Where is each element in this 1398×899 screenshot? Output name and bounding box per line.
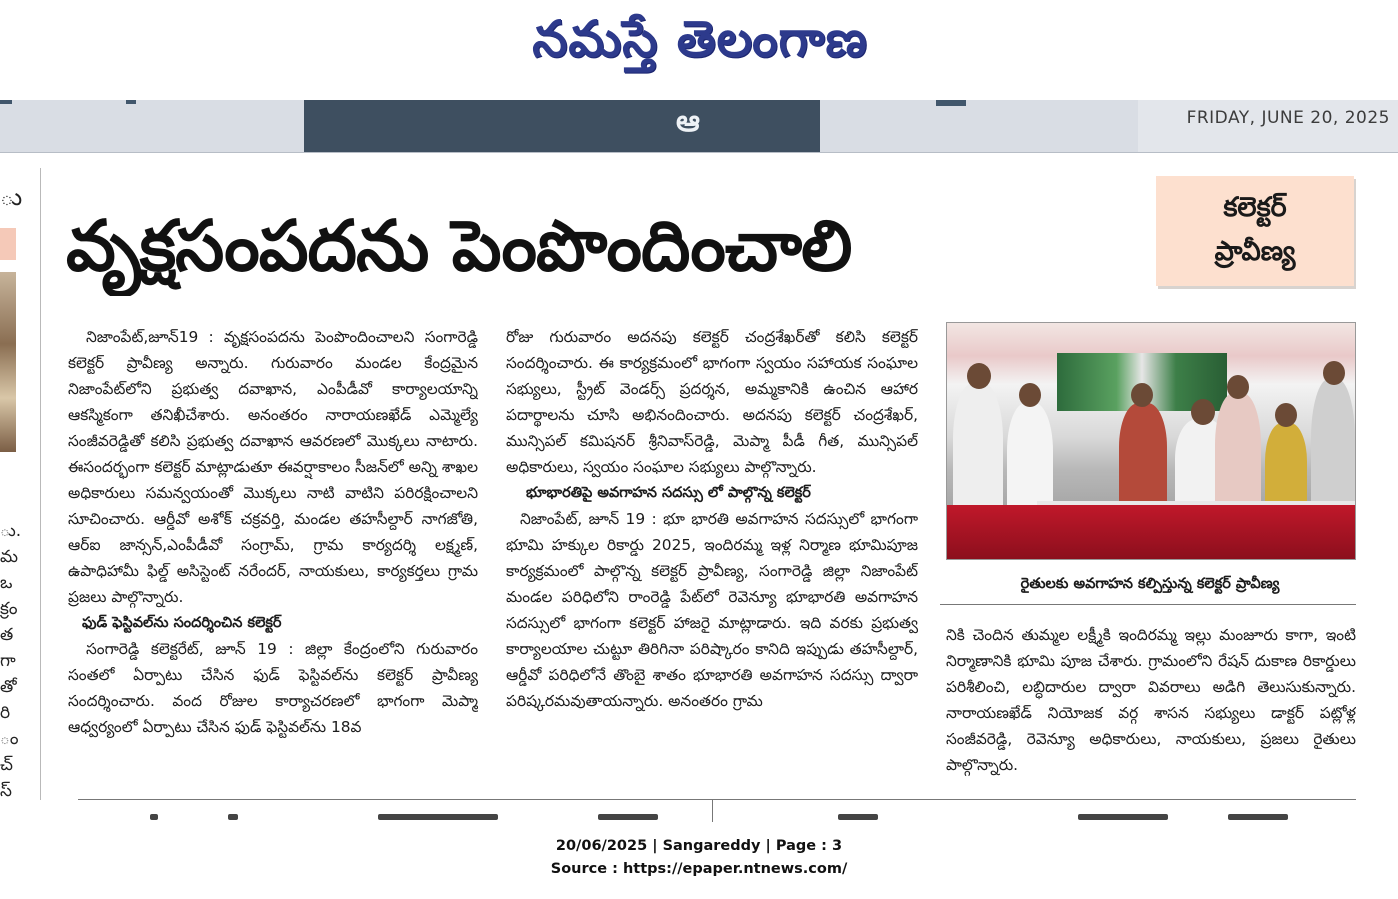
section-divider [78, 799, 1356, 800]
tag-line-2: ప్రావీణ్య [1214, 236, 1296, 267]
fragment-text: త [0, 625, 14, 645]
article-column-3 [946, 622, 1356, 792]
photo-figure [953, 383, 1003, 523]
strip-glyph: ఆ [676, 104, 700, 139]
fragment-text: తో [0, 677, 17, 697]
article-column-2 [506, 324, 918, 794]
strip-banner [304, 100, 820, 152]
strip-mark [0, 100, 12, 104]
strip-mark [126, 100, 136, 104]
fragment-text: మ [0, 547, 18, 567]
fragment-text: ం [0, 729, 19, 749]
paragraph: నిజాంపేట్,జూన్19 : వృక్షసంపదను పెంపొందించాలని సంగారెడ్డి కలెక్టర్ ప్రావీణ్య అన్నారు. గురువారం మండల కేంద్రమైన నిజాంపేట్‌లోని ప్రభుత్వ దవాఖాన, ఎంపీడీవో కార్యాలయాన్ని ఆకస్మికంగా తనిఖీచేశారు. అనంతరం నారాయణఖేడ్ ఎమ్మెల్యే సంజీవరెడ్డితో కలిసి ప్రభుత్వ దవాఖాన ఆవరణలో మొక్కలు నాటారు. ఈసందర్భంగా కలెక్టర్ మాట్లాడుతూ ఈవర్షాకాలం సీజన్‌లో అన్ని శాఖల అధికారులు సమన్వయంతో మొక్కలు నాటి వాటిని పరిరక్షించాలని సూచించారు. ఆర్డీవో అశోక్ చక్రవర్తి, మండల తహసీల్దార్ నాగజోతి, ఆర్ఐ జాన్సన్,ఎంపీడీవో సంగ్రామ్, గ్రామ కార్యదర్శి లక్ష్మణ్, ఉపాధిహామీ ఫిల్డ్ అసిస్టెంట్ నరేందర్, నాయకులు, కార్యకర్తలు గ్రామ ప్రజలు పాల్గొన్నారు. [68, 328, 478, 606]
article-photo [946, 322, 1356, 560]
fragment-text: స్ [0, 781, 12, 801]
photo-figure [1119, 403, 1167, 513]
photo-head [1323, 361, 1345, 385]
fragment-text: రి [0, 703, 11, 723]
tag-line-1: కలెక్టర్ [1223, 192, 1287, 223]
paragraph: నికి చెందిన తుమ్మల లక్ష్మీకి ఇందిరమ్మ ఇల్లు మంజూరు కాగా, ఇంటి నిర్మాణానికి భూమి పూజ చేశారు. గ్రామంలోని రేషన్ దుకాణ రికార్డులు పరిశీలించి, లబ్ధిదారుల ద్వారా వివరాలు అడిగి తెలుసుకున్నారు. నారాయణఖేడ్ నియోజక వర్గ శాసన సభ్యులు డాక్టర్ పట్లోళ్ల సంజీవరెడ్డి, రెవెన్యూ అధికారులు, నాయకులు, ప్రజలు రైతులు పాల్గొన్నారు. [946, 626, 1356, 774]
next-article-edge [78, 812, 1356, 822]
adjacent-article-fragment [0, 160, 38, 820]
fragment-text: చ్ [0, 755, 13, 775]
paragraph: నిజాంపేట్, జూన్ 19 : భూ భారతి అవగాహన సదస్సులో భాగంగా భూమి హక్కుల రికార్డు 2025, ఇందిరమ్మ ఇళ్ల నిర్మాణ భూమిపూజ కార్యక్రమంలో పాల్గొన్న కలెక్టర్ ప్రావీణ్య, సంగారెడ్డి జిల్లా నిజాంపేట్ మండల పరిధిలోని రాంరెడ్డి పేట్‌లో రెవెన్యూ భూభారతి అవగాహన సదస్సులో భాగంగా కలెక్టర్ హాజరై మాట్లాడారు. ఇది వరకు ప్రభుత్వ కార్యాలయాల చుట్టూ తిరిగినా పరిష్కారం కానిది ఇప్పుడు తహసీల్దార్, ఆర్డీవో పరిధిలోనే తొంబై శాతం భూభారతి అవగాహన సదస్సు ద్వారా పరిష్కరమవుతాయన్నారు. అనంతరం గ్రామ [506, 510, 918, 710]
strip-mark [936, 100, 966, 106]
fragment-text: ు. [0, 521, 22, 541]
subheading: ఫుడ్ ఫెస్టివల్‌ను సందర్శించిన కలెక్టర్ [82, 615, 282, 631]
photo-table [947, 505, 1355, 559]
fragment-text: గా [0, 651, 16, 671]
photo-caption: రైతులకు అవగాహన కల్పిస్తున్న కలెక్టర్ ప్రావీణ్య [1020, 576, 1280, 592]
subheading: భూభారతిపై అవగాహన సదస్సు లో పాల్గొన్న కలెక్టర్ [526, 485, 811, 501]
fragment-text: ఒ [0, 573, 13, 593]
masthead-logo: నమస్తే తెలంగాణ [532, 10, 868, 68]
article-column-1 [68, 324, 478, 794]
issue-date: FRIDAY, JUNE 20, 2025 [1186, 108, 1390, 128]
fragment-text: ు [0, 184, 23, 210]
photo-head [1275, 403, 1297, 427]
photo-head [1227, 375, 1249, 399]
fragment-tag [0, 228, 16, 260]
article-tag-box [1156, 176, 1354, 286]
photo-head [967, 363, 991, 389]
paragraph: రోజు గురువారం అదనపు కలెక్టర్ చంద్రశేఖర్‌తో కలిసి కలెక్టర్ సందర్శించారు. ఈ కార్యక్రమంలో భాగంగా స్వయం సహాయక సంఘాల సభ్యులు, స్ట్రీట్ వెండర్స్ ప్రదర్శన, అమ్మకానికి ఉంచిన ఆహార పదార్థాలను చూసి అభినందించారు. అదనపు కలెక్టర్ చంద్రశేఖర్, మున్సిపల్ కమిషనర్ శ్రీనివాస్‌రెడ్డి, మెప్మా పీడీ గీత, మున్సిపల్ అధికారులు, స్వయం సంఘాల సభ్యులు పాల్గొన్నారు. [506, 328, 918, 476]
footer-edition-line: 20/06/2025 | Sangareddy | Page : 3 [555, 838, 843, 854]
footer-source-line: Source : https://epaper.ntnews.com/ [550, 861, 848, 877]
column-divider [40, 168, 41, 800]
fragment-photo [0, 272, 16, 452]
photo-head [1019, 383, 1041, 407]
fragment-text: క్రం [0, 599, 18, 619]
photo-head [1131, 383, 1153, 407]
caption-divider [940, 604, 1356, 605]
article-headline: వృక్షసంపదను పెంపొందించాలి [66, 205, 852, 287]
photo-head [1191, 399, 1215, 425]
paragraph: సంగారెడ్డి కలెక్టరేట్, జూన్ 19 : జిల్లా కేంద్రంలోని గురువారం సంతలో ఏర్పాటు చేసిన ఫుడ్ ఫెస్టివల్‌ను కలెక్టర్ ప్రావీణ్య సందర్శించారు. వంద రోజుల కార్యాచరణలో భాగంగా మెప్మా ఆధ్వర్యంలో ఏర్పాటు చేసిన ఫుడ్ ఫెస్టివల్‌ను 18వ [68, 640, 478, 736]
masthead [0, 0, 1398, 80]
